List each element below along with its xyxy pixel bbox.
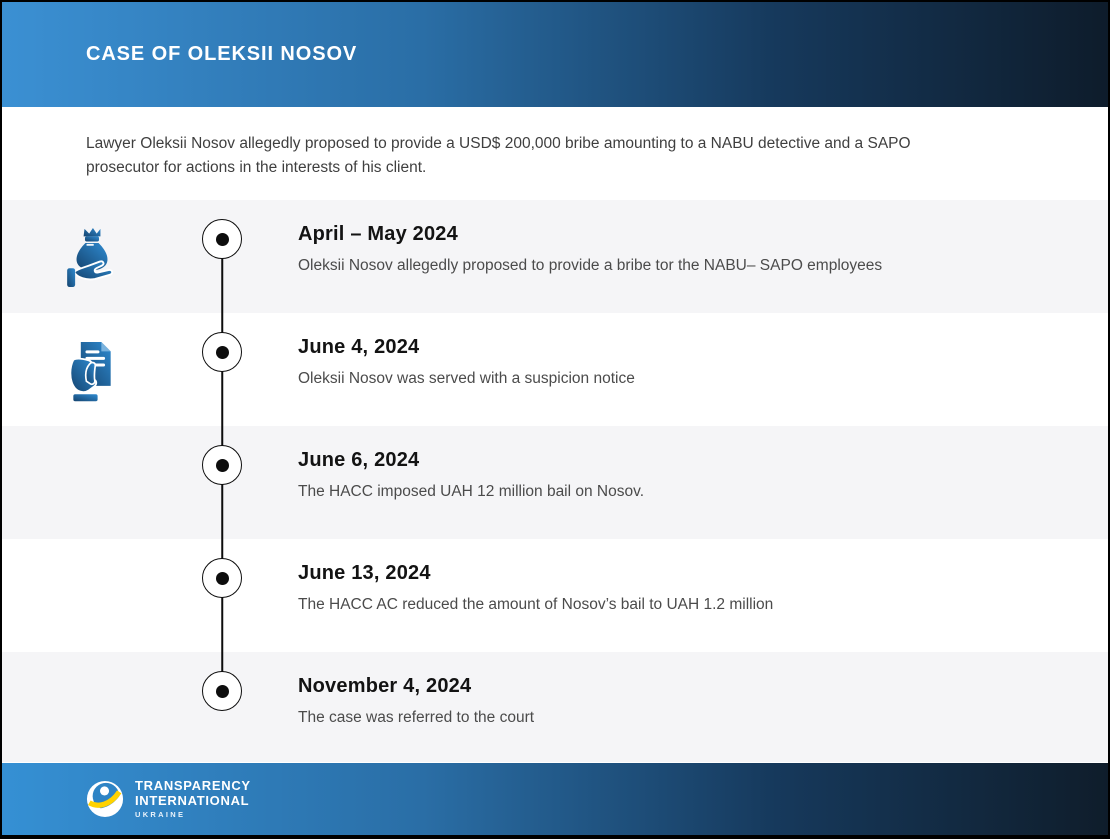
timeline-dot-cell bbox=[182, 313, 262, 426]
timeline-row bbox=[2, 426, 1108, 539]
timeline-row-text bbox=[262, 539, 1108, 652]
intro-text: Lawyer Oleksii Nosov allegedly proposed to provide a USD$ 200,000 bribe amounting to a NABU detective and a SAPO prosecutor for actions in the interests of his client. bbox=[86, 135, 911, 176]
timeline-dot-core bbox=[216, 346, 229, 359]
header-banner bbox=[2, 2, 1108, 107]
timeline-row-icon-cell bbox=[2, 539, 182, 652]
timeline-row bbox=[2, 200, 1108, 313]
logo-line-2: INTERNATIONAL bbox=[135, 792, 250, 808]
logo-wordmark bbox=[135, 779, 251, 819]
timeline-row-icon-cell bbox=[2, 200, 182, 313]
timeline-row-text bbox=[262, 652, 1108, 762]
timeline-dot-cell bbox=[182, 200, 262, 313]
event-description: The HACC AC reduced the amount of Nosov’s bail to UAH 1.2 million bbox=[298, 596, 774, 613]
page-title: CASE OF OLEKSII NOSOV bbox=[86, 43, 358, 65]
timeline bbox=[2, 200, 1108, 763]
timeline-dot bbox=[202, 219, 242, 259]
event-description: The HACC imposed UAH 12 million bail on Nosov. bbox=[298, 483, 645, 500]
logo-line-1: TRANSPARENCY bbox=[135, 778, 251, 793]
bribe-money-bag-on-hand-icon bbox=[62, 224, 122, 290]
timeline-dot-cell bbox=[182, 426, 262, 539]
timeline-row-icon-cell bbox=[2, 313, 182, 426]
timeline-row-text bbox=[262, 313, 1108, 426]
timeline-row bbox=[2, 539, 1108, 652]
transparency-international-logo-icon bbox=[86, 780, 124, 818]
event-date: June 6, 2024 bbox=[298, 449, 420, 471]
timeline-dot-core bbox=[216, 572, 229, 585]
logo-line-3: UKRAINE bbox=[135, 810, 186, 819]
event-description: The case was referred to the court bbox=[298, 709, 535, 726]
event-description: Oleksii Nosov was served with a suspicion notice bbox=[298, 370, 635, 387]
event-description: Oleksii Nosov allegedly proposed to provide a bribe tor the NABU– SAPO employees bbox=[298, 257, 883, 274]
event-date: June 13, 2024 bbox=[298, 562, 431, 584]
timeline-row-icon-cell bbox=[2, 426, 182, 539]
timeline-dot bbox=[202, 332, 242, 372]
timeline-dot-cell bbox=[182, 539, 262, 652]
timeline-row-text bbox=[262, 200, 1108, 313]
timeline-dot bbox=[202, 558, 242, 598]
event-date: April – May 2024 bbox=[298, 223, 458, 245]
timeline-dot-core bbox=[216, 685, 229, 698]
timeline-row bbox=[2, 652, 1108, 762]
timeline-dot bbox=[202, 445, 242, 485]
timeline-row-icon-cell bbox=[2, 652, 182, 762]
timeline-dot-core bbox=[216, 233, 229, 246]
timeline-dot-core bbox=[216, 459, 229, 472]
footer-banner bbox=[2, 763, 1108, 835]
intro-section bbox=[2, 107, 1108, 200]
hand-holding-suspicion-notice-icon bbox=[64, 335, 120, 405]
timeline-dot bbox=[202, 671, 242, 711]
timeline-dot-cell bbox=[182, 652, 262, 762]
event-date: November 4, 2024 bbox=[298, 675, 472, 697]
event-date: June 4, 2024 bbox=[298, 336, 420, 358]
timeline-row bbox=[2, 313, 1108, 426]
timeline-row-text bbox=[262, 426, 1108, 539]
